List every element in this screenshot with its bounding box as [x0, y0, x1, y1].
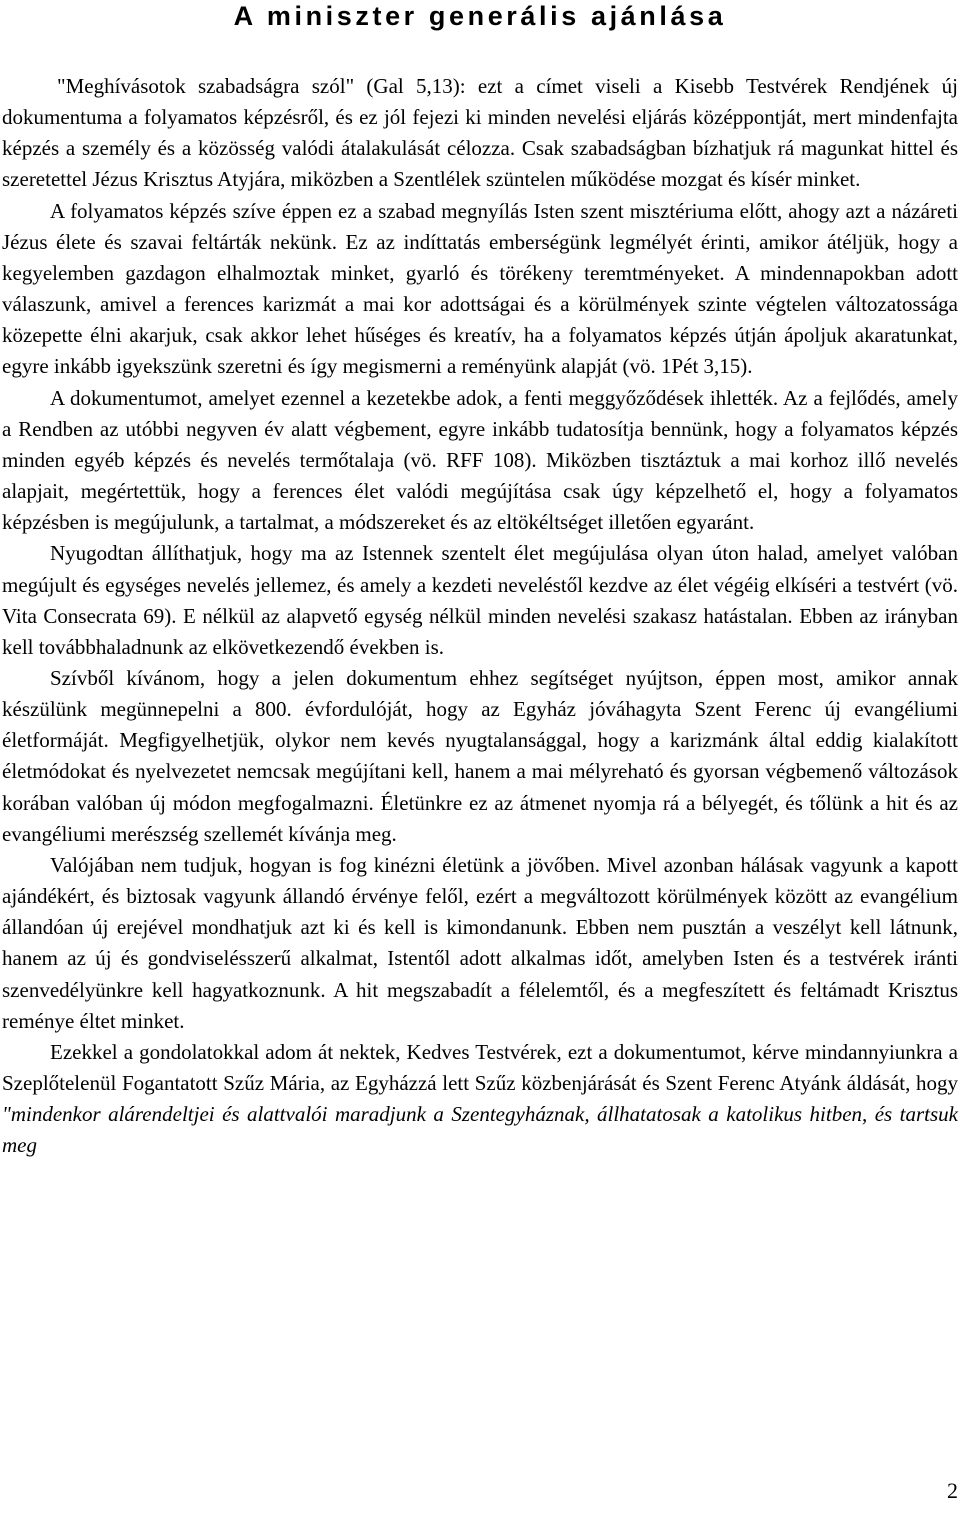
paragraph-text: Ezekkel a gondolatokkal adom át nektek, Kedves Testvérek, ezt a dokumentumot, kérve mindannyiunkra a Szeplőtelenül Fogantatott Szűz Mária, az Egyházzá lett Szűz közbenjárását és Szent Ferenc Atyánk áldását, hogy [2, 1039, 958, 1095]
paragraph: Valójában nem tudjuk, hogyan is fog kinézni életünk a jövőben. Mivel azonban hálásak vagyunk a kapott ajándékért, és biztosak vagyunk állandó érvénye felől, ezért a megváltozott körülmények között az evangélium állandóan új erejével mondhatjuk azt ki és kell is kimondanunk. Ebben nem pusztán a veszélyt kell látnunk, hanem az új és gondviselésszerű alkalmat, Istentől adott alkalmas időt, amelyben Isten és a testvérek iránti szenvedélyünkre kell hagyatkoznunk. A hit megszabadít a félelemtől, és a megfeszített és feltámadt Krisztus reménye éltet minket. [2, 852, 958, 1033]
document-body [2, 71, 958, 1161]
paragraph: Nyugodtan állíthatjuk, hogy ma az Istennek szentelt élet megújulása olyan úton halad, amelyet valóban megújult és egységes nevelés jellemez, és amely a kezdeti neveléstől kezdve az élet végéig elkíséri a testvért (vö. Vita Consecrata 69). E nélkül az alapvető egység nélkül minden nevelési szakasz hatástalan. Ebben az irányban kell továbbhaladnunk az elkövetkezendő években is. [2, 541, 958, 659]
paragraph [2, 1037, 958, 1162]
quotation-italic: "mindenkor alárendeltjei és alattvalói maradjunk a Szentegyháznak, állhatatosak a katolikus hitben, és tartsuk meg [2, 1102, 958, 1158]
paragraph: A folyamatos képzés szíve éppen ez a szabad megnyílás Isten szent misztériuma előtt, ahogy azt a názáreti Jézus élete és szavai feltárták nekünk. Ez az indíttatás emberségünk legmélyét érinti, amikor átéljük, hogy a kegyelemben gazdagon elhalmoztak minket, gyarló és törékeny teremtményeket. A mindennapokban adott válaszunk, amivel a ferences karizmát a mai kor adottságai és a körülmények szinte végtelen változatossága közepette élni akarjuk, csak akkor lehet hűséges és kreatív, ha a folyamatos képzés útján ápoljuk akaratunkat, egyre inkább igyekszünk szeretni és így megismerni a reményünk alapját (vö. 1Pét 3,15). [2, 198, 958, 379]
paragraph: "Meghívásotok szabadságra szól" (Gal 5,13): ezt a címet viseli a Kisebb Testvérek Rendjének új dokumentuma a folyamatos képzésről, és ez jól fejezi ki minden nevelési eljárás középpontját, mert mindenfajta képzés a személy és a közösség valódi átalakulását célozza. Csak szabadságban bízhatjuk rá magunkat hittel és szeretettel Jézus Krisztus Atyjára, miközben a Szentlélek szüntelen működése mozgat és kísér minket. [2, 74, 958, 192]
page-number: 2 [947, 1478, 958, 1503]
paragraph: Szívből kívánom, hogy a jelen dokumentum ehhez segítséget nyújtson, éppen most, amikor annak készülünk megünnepelni a 800. évfordulóját, hogy az Egyház jóváhagyta Szent Ferenc új evangéliumi életformáját. Megfigyelhetjük, olykor nem kevés nyugtalansággal, hogy a karizmánk által eddig kialakított életmódokat és nyelvezetet nemcsak megújítani kell, hanem a mai mélyreható és gyorsan végbemenő változások korában valóban új módon megfogalmazni. Életünkre ez az átmenet nyomja rá a bélyegét, és tőlünk a hit és az evangéliumi merészség szellemét kívánja meg. [2, 665, 958, 846]
paragraph: A dokumentumot, amelyet ezennel a kezetekbe adok, a fenti meggyőződések ihlették. Az a fejlődés, amely a Rendben az utóbbi negyven év alatt végbement, egyre inkább tudatosítja bennünk, hogy a folyamatos képzés minden egyéb képzés és nevelés termőtalaja (vö. RFF 108). Miközben tisztáztuk a mai korhoz illő nevelés alapjait, megértettük, hogy a ferences élet valódi megújítása csak úgy képzelhető el, hogy a folyamatos képzésben is megújulunk, a tartalmat, a módszereket és az eltökéltséget illetően egyaránt. [2, 385, 958, 535]
page-title: A miniszter generális ajánlása [233, 1, 727, 31]
